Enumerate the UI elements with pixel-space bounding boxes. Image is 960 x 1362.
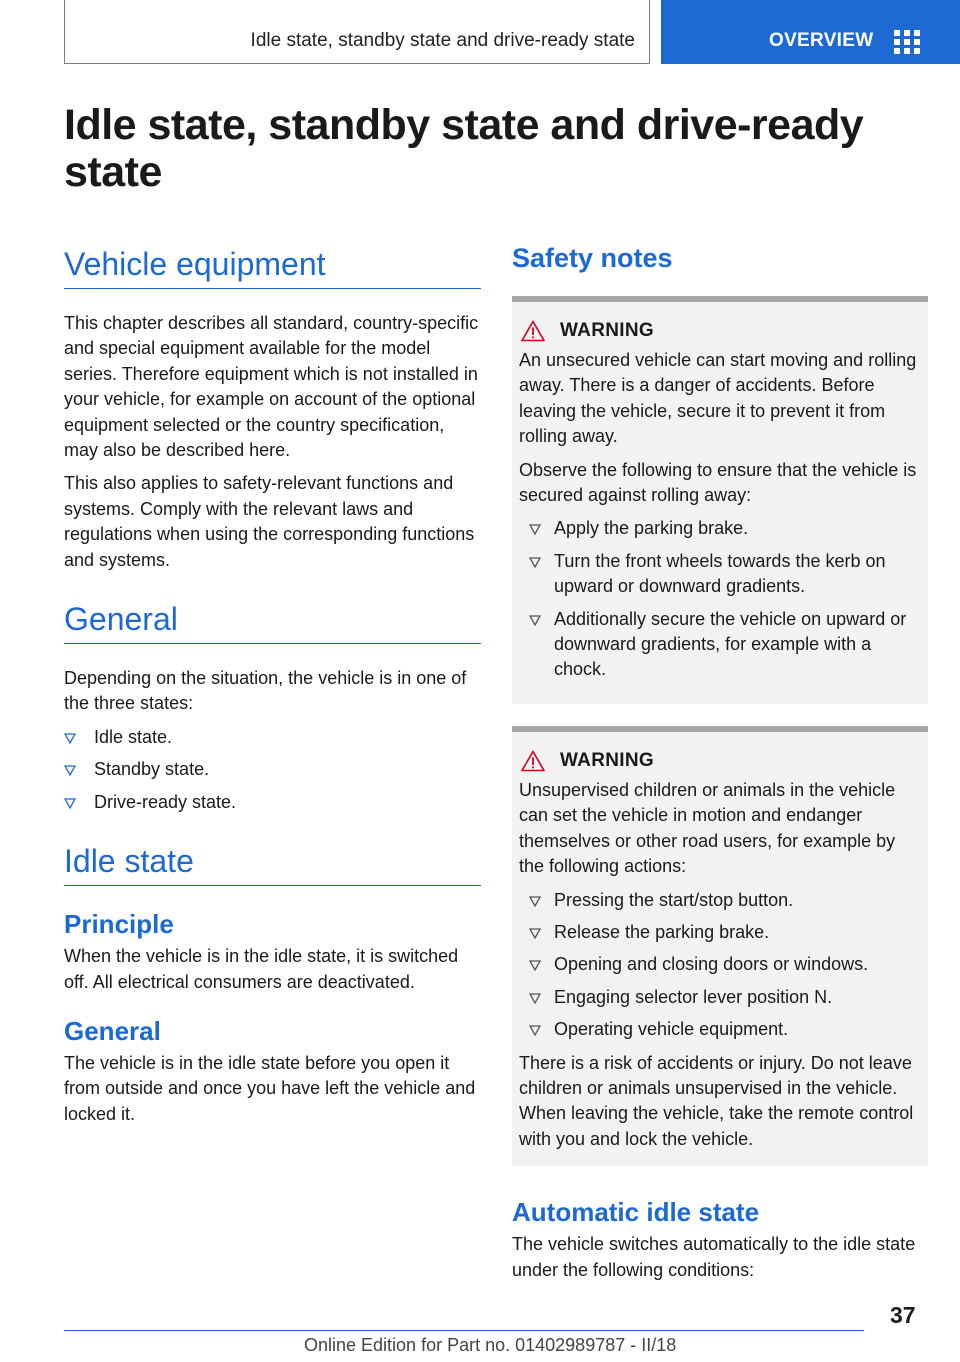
warning-triangle-icon — [521, 750, 545, 772]
list-item — [64, 757, 481, 782]
list-item-text: Operating vehicle equipment. — [554, 1019, 789, 1040]
header-section-box — [64, 0, 650, 64]
vehicle-equipment-text-1: This chapter describes all standard, country-specific and special equipment available for the model series. Therefore equipment which is not installed in your vehicle, for example on account of the optional equipment selected or the country specification, may also be described here. — [64, 313, 479, 461]
triangle-bullet-icon — [529, 895, 541, 907]
triangle-bullet-icon — [64, 797, 76, 809]
general-text: Depending on the situation, the vehicle is in one of the three states: — [64, 668, 467, 714]
idle-general-heading: General — [64, 1015, 161, 1046]
list-item — [519, 1017, 921, 1042]
triangle-bullet-icon — [529, 927, 541, 939]
triangle-bullet-icon — [529, 614, 541, 626]
vehicle-equipment-heading: Vehicle equipment — [64, 244, 481, 289]
list-item — [64, 790, 481, 815]
list-item — [519, 549, 921, 600]
principle-heading: Principle — [64, 909, 174, 940]
triangle-bullet-icon — [529, 959, 541, 971]
grid-menu-icon[interactable] — [894, 30, 920, 54]
principle-text: When the vehicle is in the idle state, it is switched off. All electrical consumers are deactivated. — [64, 946, 459, 992]
triangle-bullet-icon — [529, 1024, 541, 1036]
header-section-title: Idle state, standby state and drive-ready state — [250, 30, 635, 51]
warning-list — [519, 888, 921, 1043]
warning-text: Unsupervised children or animals in the vehicle can set the vehicle in motion and endanger themselves or other road users, for example by the following actions: — [519, 779, 896, 877]
footer-divider — [64, 1330, 864, 1331]
warning-text: An unsecured vehicle can start moving and rolling away. There is a danger of accidents. Before leaving the vehicle, secure it to prevent it from rolling away. — [519, 350, 917, 447]
warning-box-children — [512, 726, 928, 1166]
warning-label: WARNING — [560, 320, 654, 341]
list-item-text: Drive-ready state. — [94, 791, 237, 812]
left-column — [64, 244, 481, 1135]
list-item-text: Engaging selector lever position N. — [554, 986, 833, 1007]
list-item — [519, 888, 921, 913]
list-item-text: Opening and closing doors or windows. — [554, 954, 869, 975]
list-item-text: Standby state. — [94, 759, 210, 780]
list-item — [519, 952, 921, 977]
states-list — [64, 725, 481, 815]
list-item — [519, 985, 921, 1010]
triangle-bullet-icon — [64, 732, 76, 744]
warning-label: WARNING — [560, 749, 654, 771]
triangle-bullet-icon — [529, 556, 541, 568]
warning-list — [519, 516, 921, 682]
triangle-bullet-icon — [64, 764, 76, 776]
warning-text: Observe the following to ensure that the vehicle is secured against rolling away: — [519, 459, 917, 506]
warning-text: There is a risk of accidents or injury. Do not leave children or animals unsupervised in the vehicle. When leaving the vehicle, take the remote control with you and lock the vehicle. — [519, 1052, 914, 1149]
idle-general-text: The vehicle is in the idle state before you open it from outside and once you have left the vehicle and locked it. — [64, 1052, 476, 1124]
list-item — [519, 920, 921, 945]
list-item-text: Idle state. — [94, 726, 173, 747]
automatic-idle-heading: Automatic idle state — [512, 1197, 760, 1228]
triangle-bullet-icon — [529, 992, 541, 1004]
list-item-text: Turn the front wheels towards the kerb on upward or downward gradients. — [554, 550, 886, 597]
right-column — [512, 240, 928, 1291]
page-title: Idle state, standby state and drive-ready state — [64, 101, 864, 196]
warning-box-rolling — [512, 296, 928, 704]
warning-triangle-icon — [521, 320, 545, 342]
list-item-text: Pressing the start/stop button. — [554, 889, 794, 910]
list-item — [64, 725, 481, 750]
automatic-idle-text: The vehicle switches automatically to the idle state under the following conditions: — [512, 1234, 916, 1280]
overview-tab-label: OVERVIEW — [769, 30, 874, 51]
page-number: 37 — [890, 1302, 916, 1328]
list-item-text: Release the parking brake. — [554, 921, 770, 942]
triangle-bullet-icon — [529, 523, 541, 535]
list-item-text: Additionally secure the vehicle on upward or downward gradients, for example with a chock. — [554, 608, 907, 680]
list-item-text: Apply the parking brake. — [554, 518, 749, 539]
list-item — [519, 516, 921, 541]
list-item — [519, 607, 921, 683]
safety-notes-heading: Safety notes — [512, 243, 673, 273]
general-heading: General — [64, 599, 481, 644]
footer-edition: Online Edition for Part no. 01402989787 - II/18 — [304, 1335, 677, 1355]
vehicle-equipment-text-2: This also applies to safety-relevant functions and systems. Comply with the relevant laws and regulations when using the corresponding functions and systems. — [64, 473, 475, 570]
idle-state-heading: Idle state — [64, 841, 481, 886]
